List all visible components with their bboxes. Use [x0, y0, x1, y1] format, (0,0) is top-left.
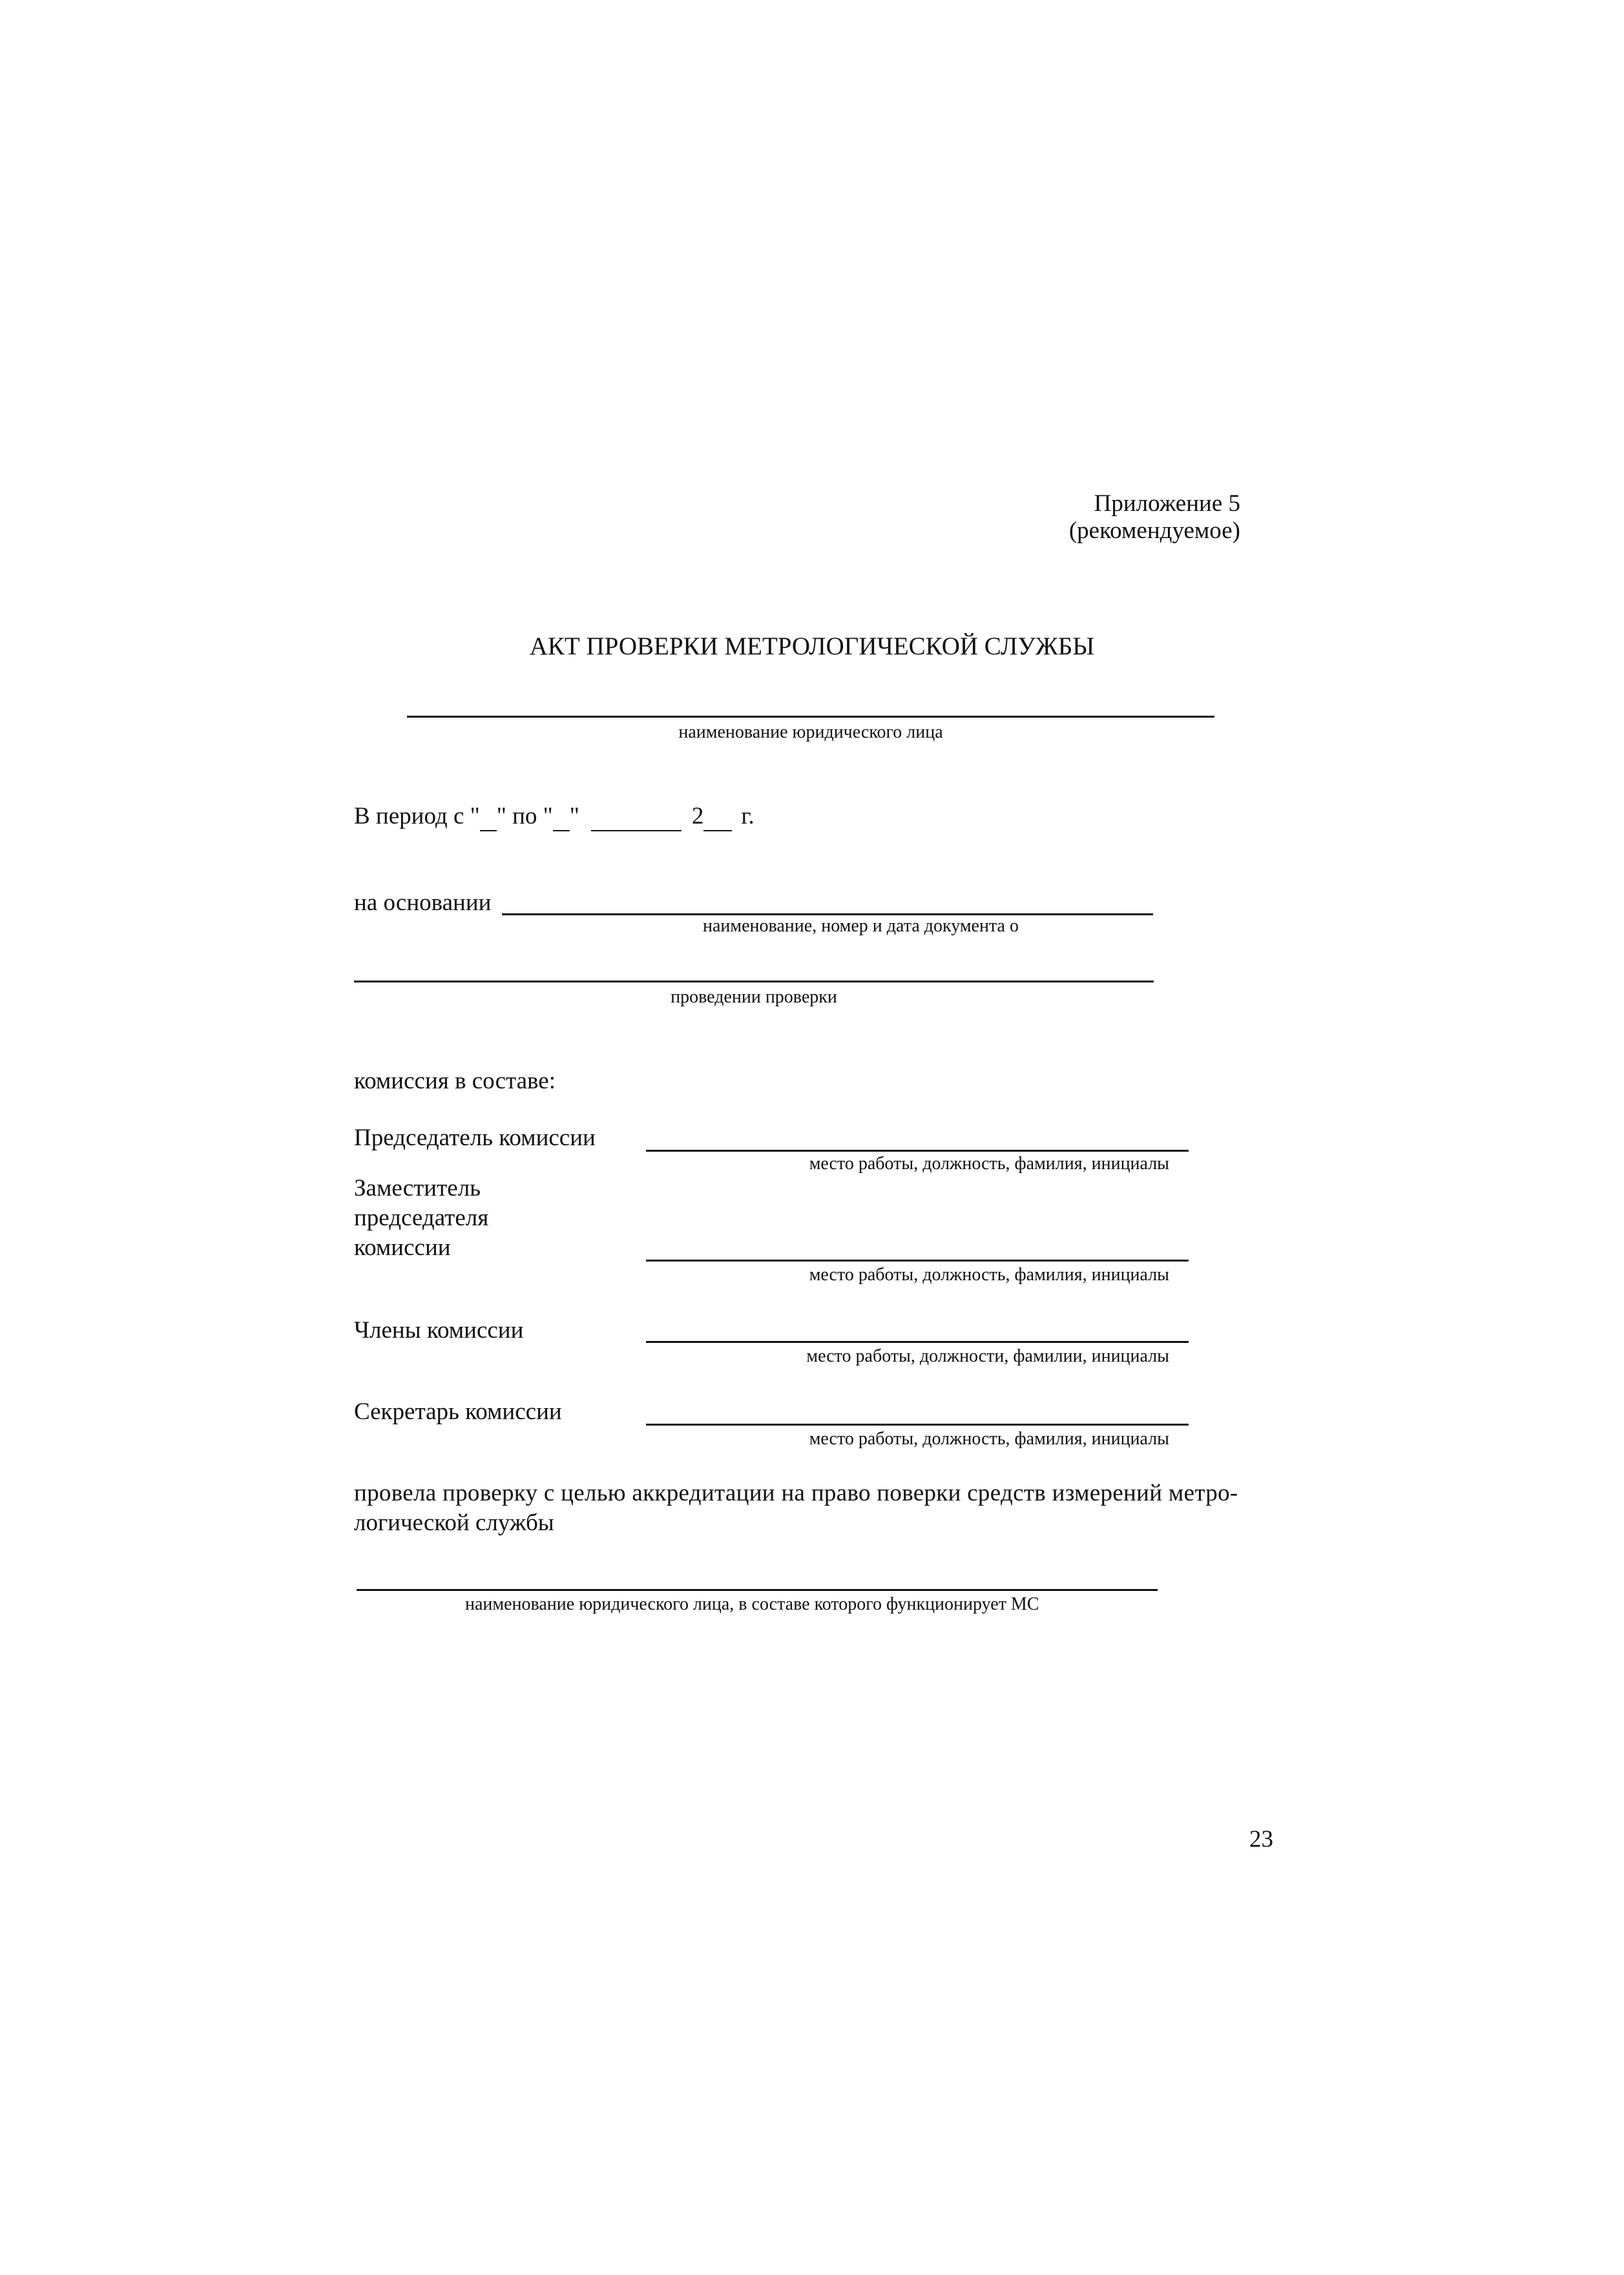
secretary-line[interactable]: [646, 1424, 1189, 1426]
chair-line[interactable]: [646, 1150, 1189, 1152]
chair-label: Председатель комиссии: [354, 1125, 596, 1151]
secretary-label: Секретарь комиссии: [354, 1398, 562, 1425]
page-number: 23: [1249, 1826, 1273, 1853]
basis-label: на основании: [354, 889, 492, 916]
period-year-field[interactable]: [703, 802, 732, 831]
conclusion-entity-caption: наименование юридического лица, в составе которого функционирует МС: [465, 1594, 1039, 1614]
basis-caption-1: наименование, номер и дата документа о: [703, 916, 1019, 936]
members-caption: место работы, должности, фамилии, инициалы: [806, 1346, 1169, 1366]
deputy-label-2: председателя: [354, 1205, 489, 1231]
period-month-field[interactable]: [591, 802, 682, 831]
conclusion-line-1: провела проверку с целью аккредитации на право поверки средств измерений метро-: [354, 1480, 1238, 1506]
conclusion-entity-line[interactable]: [357, 1589, 1158, 1591]
legal-entity-caption: наименование юридического лица: [678, 722, 943, 742]
secretary-caption: место работы, должность, фамилия, инициалы: [809, 1429, 1169, 1449]
basis-caption-2: проведении проверки: [671, 987, 837, 1007]
members-line[interactable]: [646, 1341, 1189, 1343]
deputy-line[interactable]: [646, 1260, 1189, 1262]
deputy-label-1: Заместитель: [354, 1175, 481, 1201]
period-quote: ": [569, 803, 579, 829]
appendix-number: Приложение 5: [1094, 490, 1240, 517]
period-year-prefix: 2: [691, 803, 704, 829]
period-day-from-field[interactable]: [480, 802, 497, 831]
conclusion-line-2: логической службы: [354, 1510, 554, 1536]
basis-line-1[interactable]: [502, 913, 1153, 915]
period-text-to: " по ": [496, 803, 553, 829]
legal-entity-line[interactable]: [407, 716, 1214, 718]
deputy-label-3: комиссии: [354, 1234, 451, 1261]
members-label: Члены комиссии: [354, 1317, 524, 1344]
deputy-caption: место работы, должность, фамилия, инициалы: [809, 1265, 1169, 1285]
basis-line-2[interactable]: [354, 981, 1154, 982]
appendix-type: (рекомендуемое): [1068, 517, 1240, 544]
commission-intro: комиссия в составе:: [354, 1068, 556, 1094]
period-day-to-field[interactable]: [553, 802, 570, 831]
period-year-suffix: г.: [741, 803, 755, 829]
period-text-from: В период с ": [354, 803, 480, 829]
chair-caption: место работы, должность, фамилия, инициалы: [809, 1154, 1169, 1174]
document-title: АКТ ПРОВЕРКИ МЕТРОЛОГИЧЕСКОЙ СЛУЖБЫ: [529, 632, 1095, 660]
period-row: [354, 802, 755, 831]
